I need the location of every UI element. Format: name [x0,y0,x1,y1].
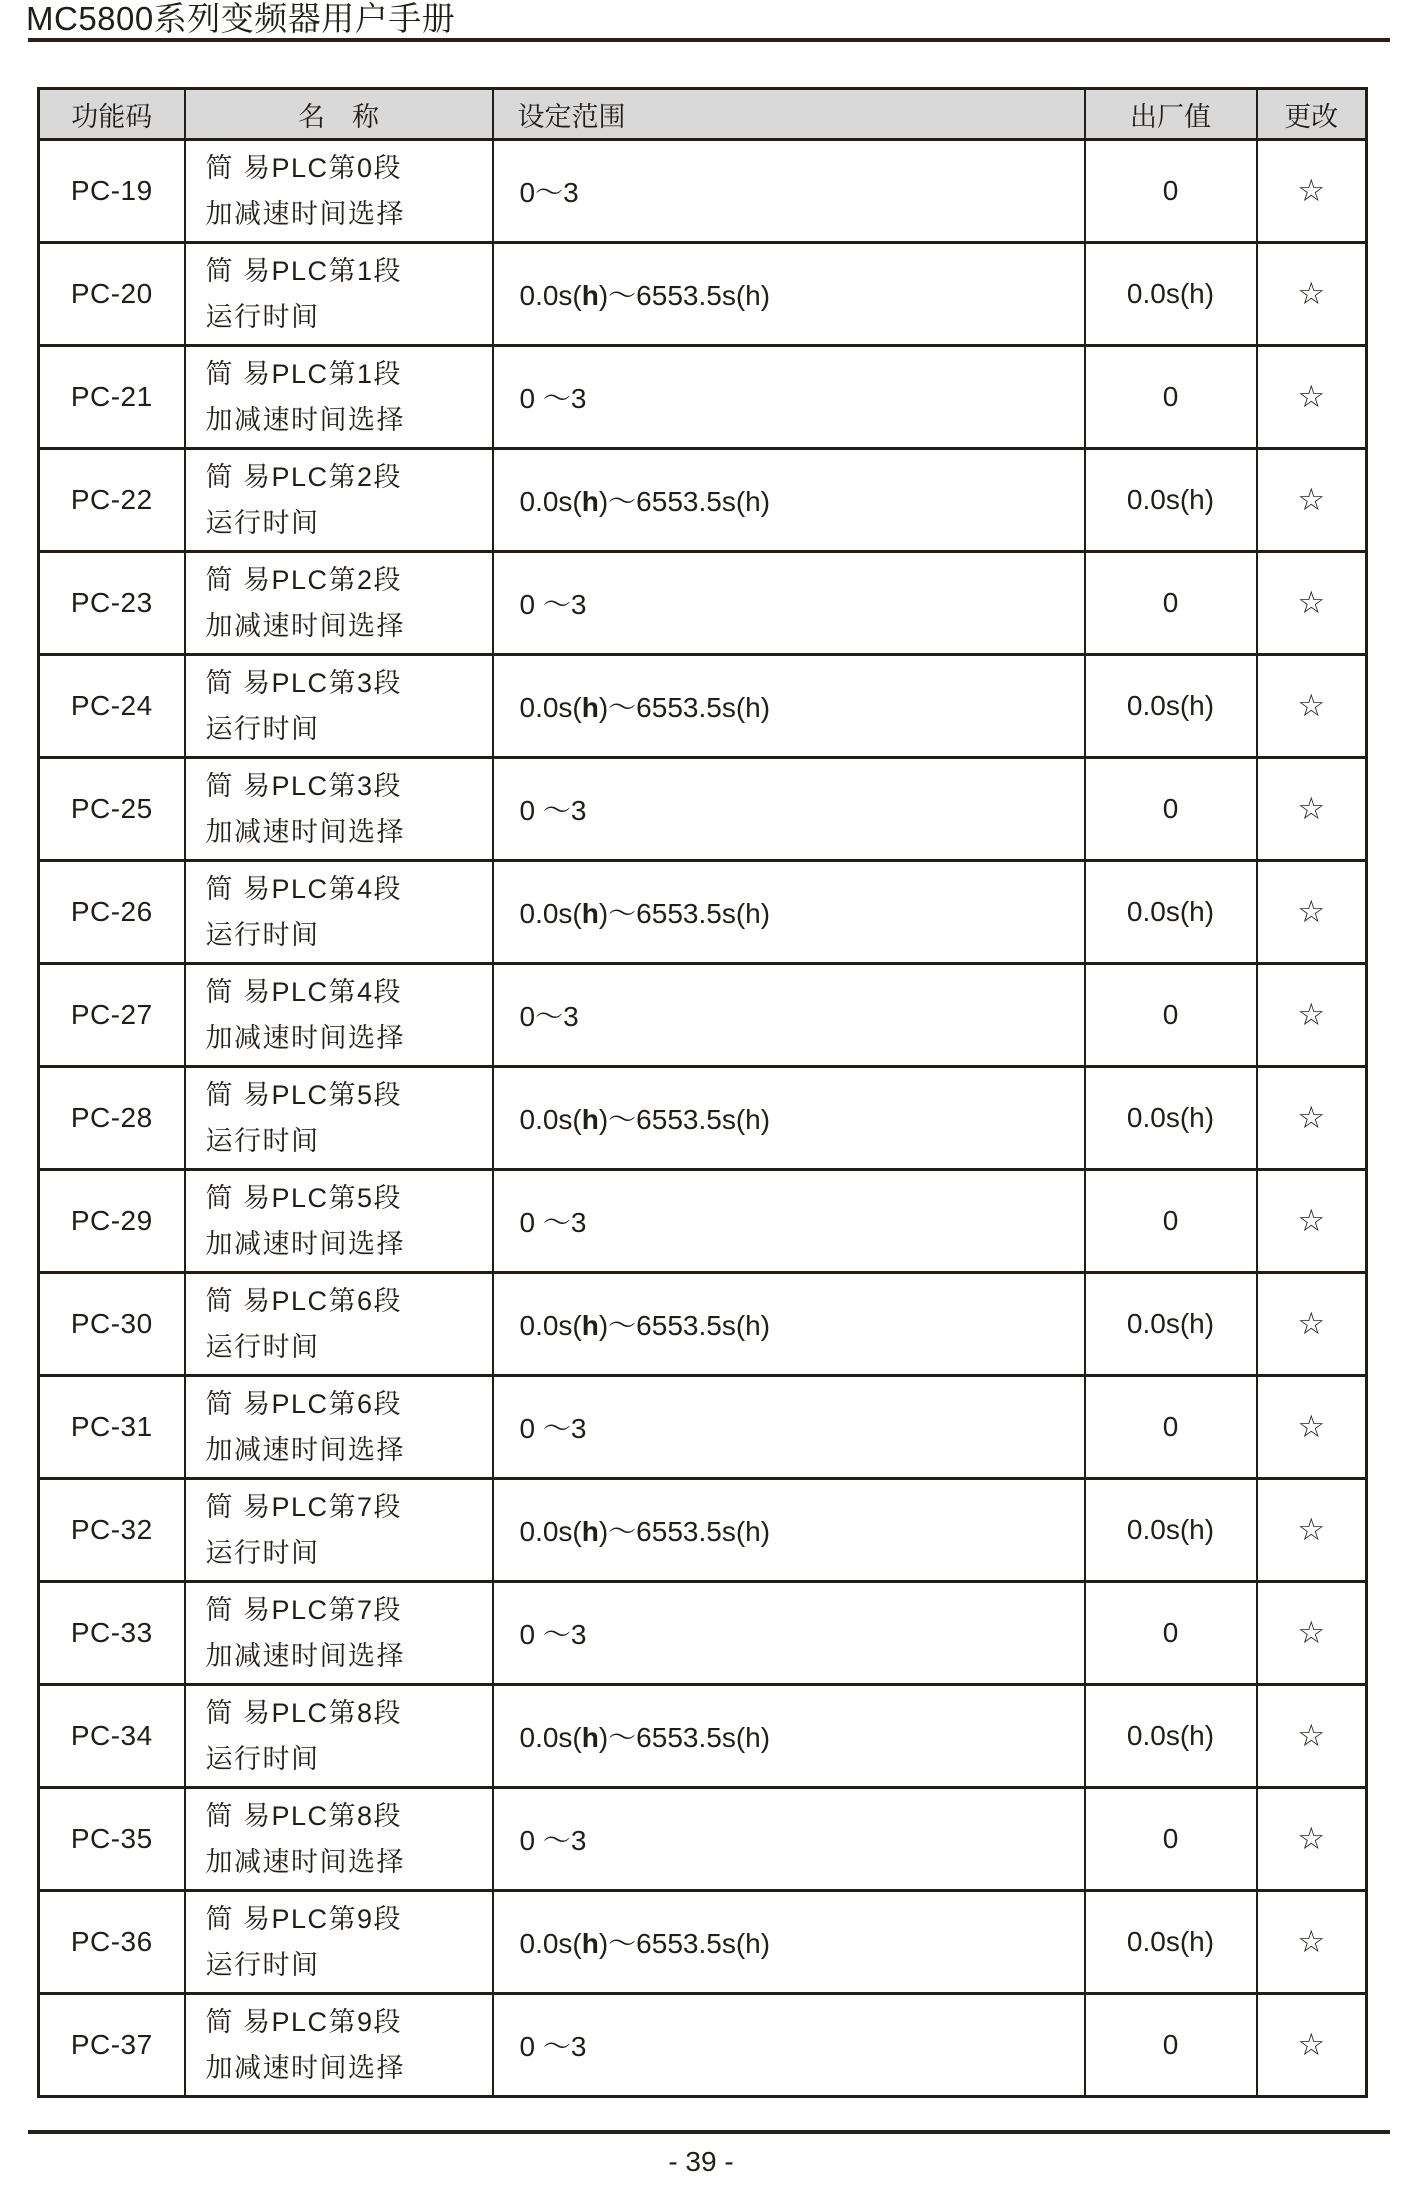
change-cell [1257,964,1367,1067]
table-row [39,758,1367,861]
factory-value-cell: 0 [1085,1170,1257,1273]
factory-value-cell: 0.0s(h) [1085,655,1257,758]
table-row [39,140,1367,243]
change-cell [1257,1685,1367,1788]
name-cell [185,1479,493,1582]
table-row [39,1170,1367,1273]
table-row [39,1067,1367,1170]
name-line-2: 加减速时间选择 [205,405,405,435]
change-cell [1257,1376,1367,1479]
function-code-cell: PC-23 [39,552,185,655]
name-line-2: 运行时间 [205,1950,320,1980]
setting-range-cell: 0.0s(h)～6553.5s(h) [493,243,1085,346]
setting-range-cell: 0.0s(h)～6553.5s(h) [493,1685,1085,1788]
star-icon: ☆ [1297,1100,1326,1135]
table-row [39,964,1367,1067]
name-cell [185,655,493,758]
name-line-1: 简 易PLC第8段 [205,1698,403,1728]
page-title: MC5800系列变频器用户手册 [26,0,456,37]
setting-range-cell: 0.0s(h)～6553.5s(h) [493,449,1085,552]
table-row [39,1994,1367,2097]
table-row [39,1788,1367,1891]
change-cell [1257,861,1367,964]
change-cell [1257,758,1367,861]
name-cell [185,964,493,1067]
name-line-1: 简 易PLC第3段 [205,771,403,801]
name-line-2: 加减速时间选择 [205,2053,405,2083]
function-code-cell: PC-30 [39,1273,185,1376]
name-cell [185,861,493,964]
column-header-setting-range: 设定范围 [493,89,1085,140]
name-line-2: 运行时间 [205,920,320,950]
setting-range-cell: 0.0s(h)～6553.5s(h) [493,1891,1085,1994]
setting-range-cell: 0.0s(h)～6553.5s(h) [493,861,1085,964]
column-header-function-code: 功能码 [39,89,185,140]
factory-value-cell: 0 [1085,140,1257,243]
table-row [39,449,1367,552]
factory-value-cell: 0.0s(h) [1085,1891,1257,1994]
name-cell [185,1994,493,2097]
table-row [39,1685,1367,1788]
setting-range-cell: 0 ～3 [493,346,1085,449]
star-icon: ☆ [1297,1924,1326,1959]
change-cell [1257,140,1367,243]
column-header-factory-value: 出厂值 [1085,89,1257,140]
star-icon: ☆ [1297,791,1326,826]
change-cell [1257,1273,1367,1376]
setting-range-cell: 0 ～3 [493,1582,1085,1685]
function-code-cell: PC-33 [39,1582,185,1685]
factory-value-cell: 0.0s(h) [1085,449,1257,552]
factory-value-cell: 0 [1085,346,1257,449]
factory-value-cell: 0 [1085,1582,1257,1685]
function-code-cell: PC-20 [39,243,185,346]
name-line-1: 简 易PLC第2段 [205,462,403,492]
table-row [39,1891,1367,1994]
name-cell [185,346,493,449]
name-line-1: 简 易PLC第4段 [205,977,403,1007]
table-header [39,89,1367,140]
star-icon: ☆ [1297,1821,1326,1856]
table-body [39,140,1367,2097]
function-code-cell: PC-19 [39,140,185,243]
header-rule [28,38,1390,42]
name-line-1: 简 易PLC第2段 [205,565,403,595]
factory-value-cell: 0 [1085,758,1257,861]
setting-range-cell: 0.0s(h)～6553.5s(h) [493,655,1085,758]
name-line-2: 运行时间 [205,714,320,744]
change-cell [1257,1994,1367,2097]
name-line-1: 简 易PLC第3段 [205,668,403,698]
name-line-2: 加减速时间选择 [205,1023,405,1053]
factory-value-cell: 0 [1085,1788,1257,1891]
setting-range-cell: 0 ～3 [493,1170,1085,1273]
function-code-cell: PC-22 [39,449,185,552]
factory-value-cell: 0 [1085,552,1257,655]
change-cell [1257,1067,1367,1170]
setting-range-cell: 0.0s(h)～6553.5s(h) [493,1479,1085,1582]
name-line-1: 简 易PLC第7段 [205,1492,403,1522]
star-icon: ☆ [1297,688,1326,723]
name-line-1: 简 易PLC第6段 [205,1286,403,1316]
function-code-cell: PC-28 [39,1067,185,1170]
name-cell [185,140,493,243]
name-line-2: 加减速时间选择 [205,1229,405,1259]
table-row [39,243,1367,346]
star-icon: ☆ [1297,1512,1326,1547]
name-cell [185,1376,493,1479]
table-row [39,1376,1367,1479]
star-icon: ☆ [1297,482,1326,517]
name-line-1: 简 易PLC第5段 [205,1080,403,1110]
star-icon: ☆ [1297,894,1326,929]
star-icon: ☆ [1297,276,1326,311]
table-row [39,1479,1367,1582]
name-line-1: 简 易PLC第5段 [205,1183,403,1213]
change-cell [1257,1891,1367,1994]
name-line-1: 简 易PLC第9段 [205,1904,403,1934]
name-line-2: 加减速时间选择 [205,611,405,641]
change-cell [1257,1788,1367,1891]
setting-range-cell: 0 ～3 [493,758,1085,861]
name-line-2: 加减速时间选择 [205,1847,405,1877]
change-cell [1257,1170,1367,1273]
star-icon: ☆ [1297,379,1326,414]
column-header-change: 更改 [1257,89,1367,140]
name-cell [185,1273,493,1376]
name-cell [185,1582,493,1685]
table-row [39,655,1367,758]
factory-value-cell: 0 [1085,964,1257,1067]
name-line-2: 加减速时间选择 [205,199,405,229]
column-header-name: 名 称 [185,89,493,140]
setting-range-cell: 0.0s(h)～6553.5s(h) [493,1273,1085,1376]
name-line-2: 加减速时间选择 [205,1641,405,1671]
function-code-cell: PC-27 [39,964,185,1067]
name-cell [185,243,493,346]
function-code-cell: PC-37 [39,1994,185,2097]
factory-value-cell: 0.0s(h) [1085,243,1257,346]
name-cell [185,1891,493,1994]
change-cell [1257,552,1367,655]
setting-range-cell: 0 ～3 [493,1376,1085,1479]
name-line-1: 简 易PLC第6段 [205,1389,403,1419]
factory-value-cell: 0.0s(h) [1085,1067,1257,1170]
function-code-table [37,87,1368,2098]
function-code-cell: PC-34 [39,1685,185,1788]
name-line-1: 简 易PLC第9段 [205,2007,403,2037]
change-cell [1257,449,1367,552]
star-icon: ☆ [1297,173,1326,208]
star-icon: ☆ [1297,1306,1326,1341]
change-cell [1257,655,1367,758]
name-line-1: 简 易PLC第7段 [205,1595,403,1625]
setting-range-cell: 0 ～3 [493,552,1085,655]
table-row [39,1582,1367,1685]
name-line-2: 运行时间 [205,1744,320,1774]
factory-value-cell: 0 [1085,1994,1257,2097]
name-cell [185,1067,493,1170]
change-cell [1257,243,1367,346]
name-cell [185,758,493,861]
star-icon: ☆ [1297,1718,1326,1753]
setting-range-cell: 0 ～3 [493,1994,1085,2097]
function-code-cell: PC-31 [39,1376,185,1479]
name-line-1: 简 易PLC第4段 [205,874,403,904]
function-code-cell: PC-24 [39,655,185,758]
star-icon: ☆ [1297,1203,1326,1238]
name-line-1: 简 易PLC第0段 [205,153,403,183]
factory-value-cell: 0.0s(h) [1085,861,1257,964]
star-icon: ☆ [1297,1615,1326,1650]
table-header-row [39,89,1367,140]
name-line-2: 运行时间 [205,1332,320,1362]
name-cell [185,1685,493,1788]
name-line-1: 简 易PLC第1段 [205,256,403,286]
name-line-2: 加减速时间选择 [205,1435,405,1465]
setting-range-cell: 0.0s(h)～6553.5s(h) [493,1067,1085,1170]
table-row [39,861,1367,964]
name-line-2: 加减速时间选择 [205,817,405,847]
name-line-1: 简 易PLC第1段 [205,359,403,389]
name-cell [185,1788,493,1891]
name-cell [185,449,493,552]
name-cell [185,1170,493,1273]
factory-value-cell: 0 [1085,1376,1257,1479]
table-row [39,346,1367,449]
function-code-cell: PC-35 [39,1788,185,1891]
table-row [39,552,1367,655]
star-icon: ☆ [1297,1409,1326,1444]
function-code-cell: PC-36 [39,1891,185,1994]
function-code-cell: PC-29 [39,1170,185,1273]
change-cell [1257,1582,1367,1685]
change-cell [1257,346,1367,449]
footer-rule [28,2130,1390,2134]
page-number: - 39 - [668,2146,734,2177]
factory-value-cell: 0.0s(h) [1085,1479,1257,1582]
star-icon: ☆ [1297,585,1326,620]
setting-range-cell: 0～3 [493,140,1085,243]
change-cell [1257,1479,1367,1582]
star-icon: ☆ [1297,2027,1326,2062]
name-line-2: 运行时间 [205,1126,320,1156]
function-code-cell: PC-32 [39,1479,185,1582]
name-line-2: 运行时间 [205,1538,320,1568]
factory-value-cell: 0.0s(h) [1085,1273,1257,1376]
function-code-cell: PC-21 [39,346,185,449]
function-code-cell: PC-25 [39,758,185,861]
factory-value-cell: 0.0s(h) [1085,1685,1257,1788]
table-row [39,1273,1367,1376]
setting-range-cell: 0 ～3 [493,1788,1085,1891]
name-line-2: 运行时间 [205,508,320,538]
name-line-1: 简 易PLC第8段 [205,1801,403,1831]
name-cell [185,552,493,655]
setting-range-cell: 0～3 [493,964,1085,1067]
star-icon: ☆ [1297,997,1326,1032]
function-code-cell: PC-26 [39,861,185,964]
name-line-2: 运行时间 [205,302,320,332]
